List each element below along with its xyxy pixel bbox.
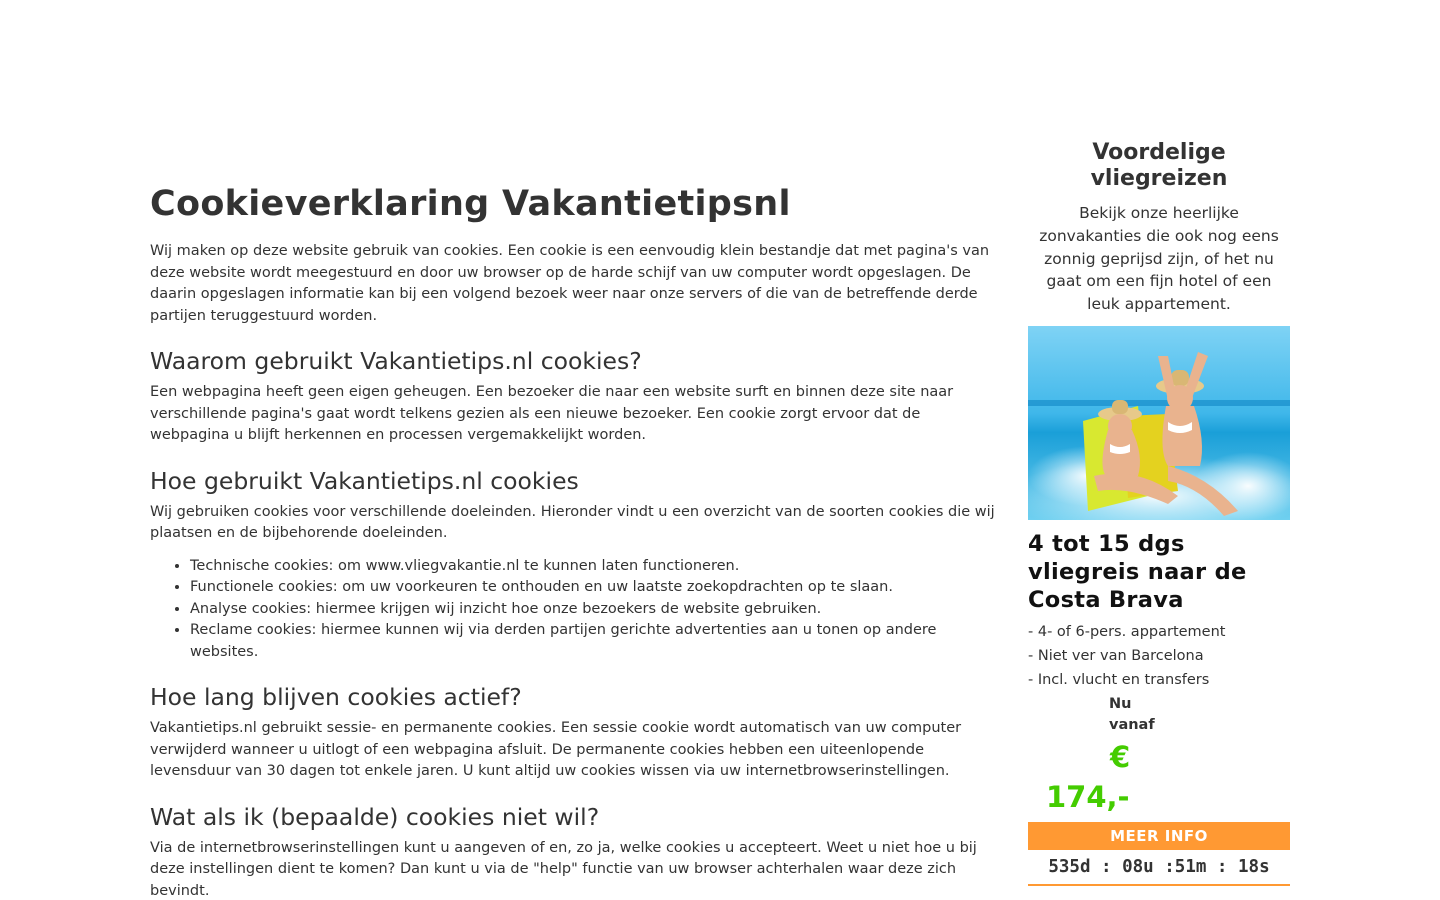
section-heading-how: Hoe gebruikt Vakantietips.nl cookies	[150, 466, 579, 495]
sidebar-title: Voordelige vliegreizen	[1090, 140, 1228, 191]
section-text-how: Wij gebruiken cookies voor verschillende doeleinden. Hieronder vindt u een overzicht van de soorten cookies die wij plaatsen en de bijbehorende doeleinden.	[150, 503, 995, 541]
sidebar-offer-widget	[1028, 140, 1290, 886]
offer-feature: - 4- of 6-pers. appartement	[1028, 623, 1226, 640]
section-text-refuse: Via de internetbrowserinstellingen kunt u aangeven of en, zo ja, welke cookies u accepteert. Weet u niet hoe u bij deze instellingen dient te komen? Dan kunt u via de "help" functie van uw browser achterhalen waar deze zich bevindt.	[150, 839, 977, 899]
section-text-duration: Vakantietips.nl gebruikt sessie- en permanente cookies. Een sessie cookie wordt automatisch van uw computer verwijderd wanneer u uitlogt of een webpagina afsluit. De permanente cookies hebben een uiteenlopende levensduur van 30 dagen tot enkele jaren. U kunt altijd uw cookies wissen via uw internetbrowserinstellingen.	[150, 720, 962, 779]
list-item: • Functionele cookies: om uw voorkeuren te onthouden en uw laatste zoekopdrachten op te slaan.	[190, 577, 995, 599]
offer-feature: - Niet ver van Barcelona	[1028, 647, 1204, 664]
main-content	[150, 186, 995, 900]
list-item: • Analyse cookies: hiermee krijgen wij inzicht hoe onze bezoekers de website gebruiken.	[190, 599, 995, 621]
beach-photo-illustration	[1028, 326, 1290, 520]
intro-paragraph: Wij maken op deze website gebruik van cookies. Een cookie is een eenvoudig klein bestandje dat met pagina's van deze website wordt meegestuurd en door uw browser op de harde schijf van uw computer wordt opgeslagen. De daarin opgeslagen informatie kan bij een volgend bezoek weer naar onze servers of die van de betreffende derde partijen teruggestuurd worden.	[150, 243, 990, 324]
list-item: • Reclame cookies: hiermee kunnen wij via derden partijen gerichte advertenties aan u tonen op andere websites.	[190, 620, 995, 663]
section-heading-why: Waarom gebruikt Vakantietips.nl cookies?	[150, 347, 642, 375]
list-item: • Technische cookies: om www.vliegvakantie.nl te kunnen laten functioneren.	[190, 556, 995, 578]
offer-image[interactable]	[1028, 326, 1290, 520]
price-amount: 174,-	[1046, 779, 1130, 814]
price-label: Nu vanaf	[1109, 695, 1155, 733]
offer-features	[1028, 620, 1290, 692]
offer-feature: - Incl. vlucht en transfers	[1028, 671, 1210, 688]
page-title: Cookieverklaring Vakantietipsnl	[150, 184, 791, 224]
section-heading-refuse: Wat als ik (bepaalde) cookies niet wil?	[150, 802, 600, 831]
section-text-why: Een webpagina heeft geen eigen geheugen. Een bezoeker die naar een website surft en binnen deze site naar verschillende pagina's gaat wordt telkens gezien als een nieuwe bezoeker. Een cookie zorgt ervoor dat de webpagina u blijft herkennen en processen vergemakkelijkt worden.	[150, 384, 954, 443]
more-info-button[interactable]: MEER INFO	[1028, 822, 1290, 850]
sidebar-intro: Bekijk onze heerlijke zonvakanties die ook nog eens zonnig geprijsd zijn, of het nu gaat om een fijn hotel of een leuk appartement.	[1039, 204, 1279, 314]
offer-title[interactable]: 4 tot 15 dgs vliegreis naar de Costa Brava	[1028, 530, 1247, 613]
section-heading-duration: Hoe lang blijven cookies actief?	[150, 683, 522, 711]
countdown-timer: 535d : 08u :51m : 18s	[1028, 854, 1290, 886]
cookie-types-list	[190, 556, 995, 664]
price-currency: €	[1110, 739, 1131, 774]
